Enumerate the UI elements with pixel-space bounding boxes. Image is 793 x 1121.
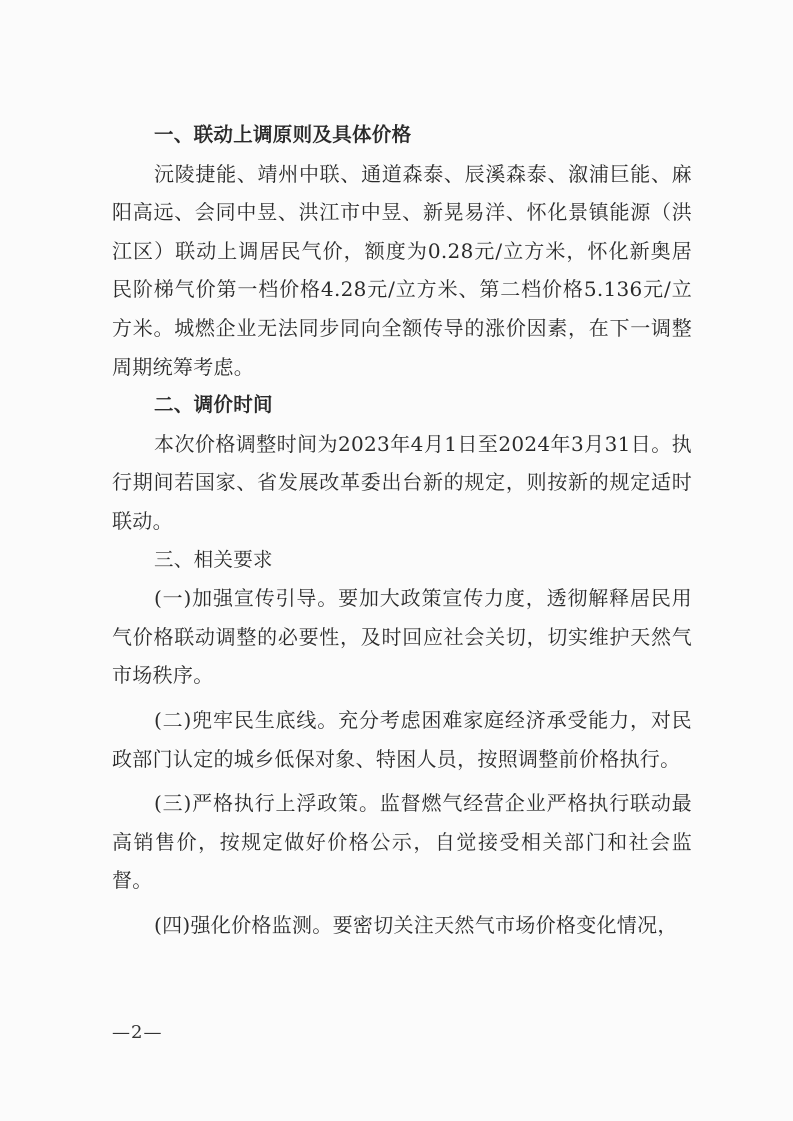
- paragraph-requirement-1: (一)加强宣传引导。要加大政策宣传力度，透彻解释居民用气价格联动调整的必要性，及时回应社会关切，切实维护天然气市场秩序。: [112, 586, 692, 688]
- paragraph-timing: 本次价格调整时间为2023年4月1日至2024年3月31日。执行期间若国家、省发展改革委出台新的规定，则按新的规定适时联动。: [112, 431, 692, 533]
- paragraph-requirement-2: (二)兜牢民生底线。充分考虑困难家庭经济承受能力，对民政部门认定的城乡低保对象、特困人员，按照调整前价格执行。: [112, 707, 692, 771]
- page-number: —2—: [112, 1022, 163, 1043]
- section-heading-timing: 二、调价时间: [154, 393, 273, 417]
- section-heading-pricing: 一、联动上调原则及具体价格: [154, 123, 412, 146]
- paragraph-requirement-4: (四)强化价格监测。要密切关注天然气市场价格变化情况，: [154, 912, 678, 937]
- document-body: [112, 116, 692, 944]
- section-heading-requirements: 三、相关要求: [154, 547, 273, 571]
- paragraph-requirement-3: (三)严格执行上浮政策。监督燃气经营企业严格执行联动最高销售价，按规定做好价格公示，自觉接受相关部门和社会监督。: [112, 791, 692, 893]
- paragraph-pricing: 沅陵捷能、靖州中联、通道森泰、辰溪森泰、溆浦巨能、麻阳高远、会同中昱、洪江市中昱、新晃易洋、怀化景镇能源（洪江区）联动上调居民气价，额度为0.28元/立方米，怀化新奥居民阶梯气价第一档价格4.28元/立方米、第二档价格5.136元/立方米。城燃企业无法同步同向全额传导的涨价因素，在下一调整周期统筹考虑。: [112, 161, 692, 379]
